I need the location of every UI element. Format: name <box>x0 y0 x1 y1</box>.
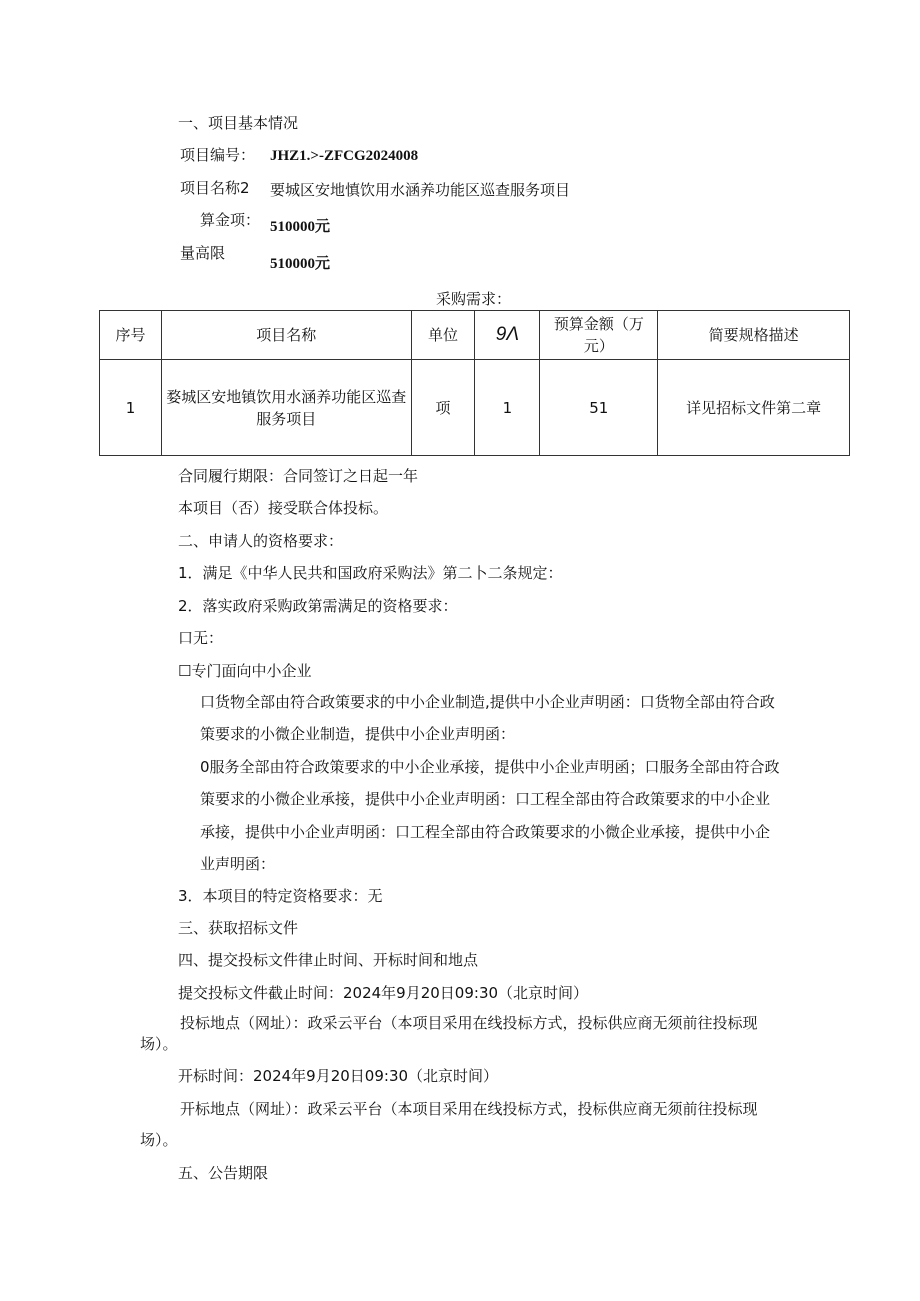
requirements-table <box>99 310 850 456</box>
header-unit: 单位 <box>411 311 475 360</box>
service-paragraph-line3: 承接，提供中小企业声明函：口工程全部由符合政策要求的小微企业承接，提供中小企 <box>200 823 771 841</box>
cell-desc: 详见招标文件第二章 <box>658 360 850 456</box>
cell-unit: 项 <box>411 360 475 456</box>
option-sme: ☐专门面向中小企业 <box>178 662 312 680</box>
section1-heading: 一、项目基本情况 <box>178 114 299 132</box>
budget-value: 510000元 <box>270 219 331 235</box>
cell-name: 婺城区安地镇饮用水涵养功能区巡查服务项目 <box>161 360 411 456</box>
header-qty: 9Λ <box>475 311 540 360</box>
goods-paragraph-line1: 口货物全部由符合政策要求的中小企业制造,提供中小企业声明函：口货物全部由符合政 <box>200 693 775 711</box>
qualification-item-2: 2．落实政府采购政第需满足的资格要求： <box>178 597 458 615</box>
service-paragraph-line4: 业声明函： <box>200 855 276 873</box>
cell-no: 1 <box>100 360 162 456</box>
header-name: 项目名称 <box>161 311 411 360</box>
section3-heading: 三、获取招标文件 <box>178 919 299 937</box>
option-none: 口无： <box>178 629 224 647</box>
project-name-value: 要城区安地慎饮用水涵养功能区巡查服务项目 <box>270 181 571 199</box>
service-paragraph-line1: 0服务全部由符合政策要求的中小企业承接，提供中小企业声明函；口服务全部由符合政 <box>200 758 780 776</box>
table-caption: 采购需求： <box>436 290 512 308</box>
opening-place-line2: 场）。 <box>140 1131 178 1149</box>
header-desc: 简要规格描述 <box>658 311 850 360</box>
contract-period: 合同履行期限：合同签订之日起一年 <box>178 467 419 485</box>
project-no-label: 项目编号： <box>180 146 256 164</box>
opening-place-line1: 开标地点（网址）：政采云平台（本项目采用在线投标方式，投标供应商无须前往投标现 <box>180 1100 758 1118</box>
project-no-value: JHZ1.>-ZFCG2024008 <box>270 148 419 164</box>
consortium-note: 本项目（否）接受联合体投标。 <box>178 499 389 517</box>
qualification-item-3: 3．本项目的特定资格要求：无 <box>178 887 383 905</box>
table-header-row <box>100 311 850 360</box>
bid-deadline: 提交投标文件截止时间：2024年9月20日09:30（北京时间） <box>178 984 589 1002</box>
bid-place-line1: 投标地点（网址）：政采云平台（本项目采用在线投标方式，投标供应商无须前往投标现 <box>180 1014 758 1032</box>
max-price-label: 量高限 <box>180 244 226 262</box>
header-budget: 预算金额（万元） <box>540 311 658 360</box>
opening-time: 开标时间：2024年9月20日09:30（北京时间） <box>178 1067 499 1085</box>
section4-heading: 四、提交投标文件律止时间、开标时间和地点 <box>178 951 479 969</box>
goods-paragraph-line2: 策要求的小微企业制造，提供中小企业声明函： <box>200 725 516 743</box>
project-name-label: 项目名称2 <box>180 179 250 197</box>
header-no: 序号 <box>100 311 162 360</box>
table-row <box>100 360 850 456</box>
max-price-value: 510000元 <box>270 256 331 272</box>
cell-qty: 1 <box>475 360 540 456</box>
section2-heading: 二、申请人的资格要求： <box>178 532 344 550</box>
bid-place-line2: 场）。 <box>140 1035 178 1053</box>
budget-label: 算金项： <box>200 211 261 229</box>
cell-budget: 51 <box>540 360 658 456</box>
section5-heading: 五、公告期限 <box>178 1164 269 1182</box>
service-paragraph-line2: 策要求的小微企业承接，提供中小企业声明函：口工程全部由符合政策要求的中小企业 <box>200 790 771 808</box>
qualification-item-1: 1．满足《中华人民共和国政府采购法》第二卜二条规定： <box>178 564 563 582</box>
